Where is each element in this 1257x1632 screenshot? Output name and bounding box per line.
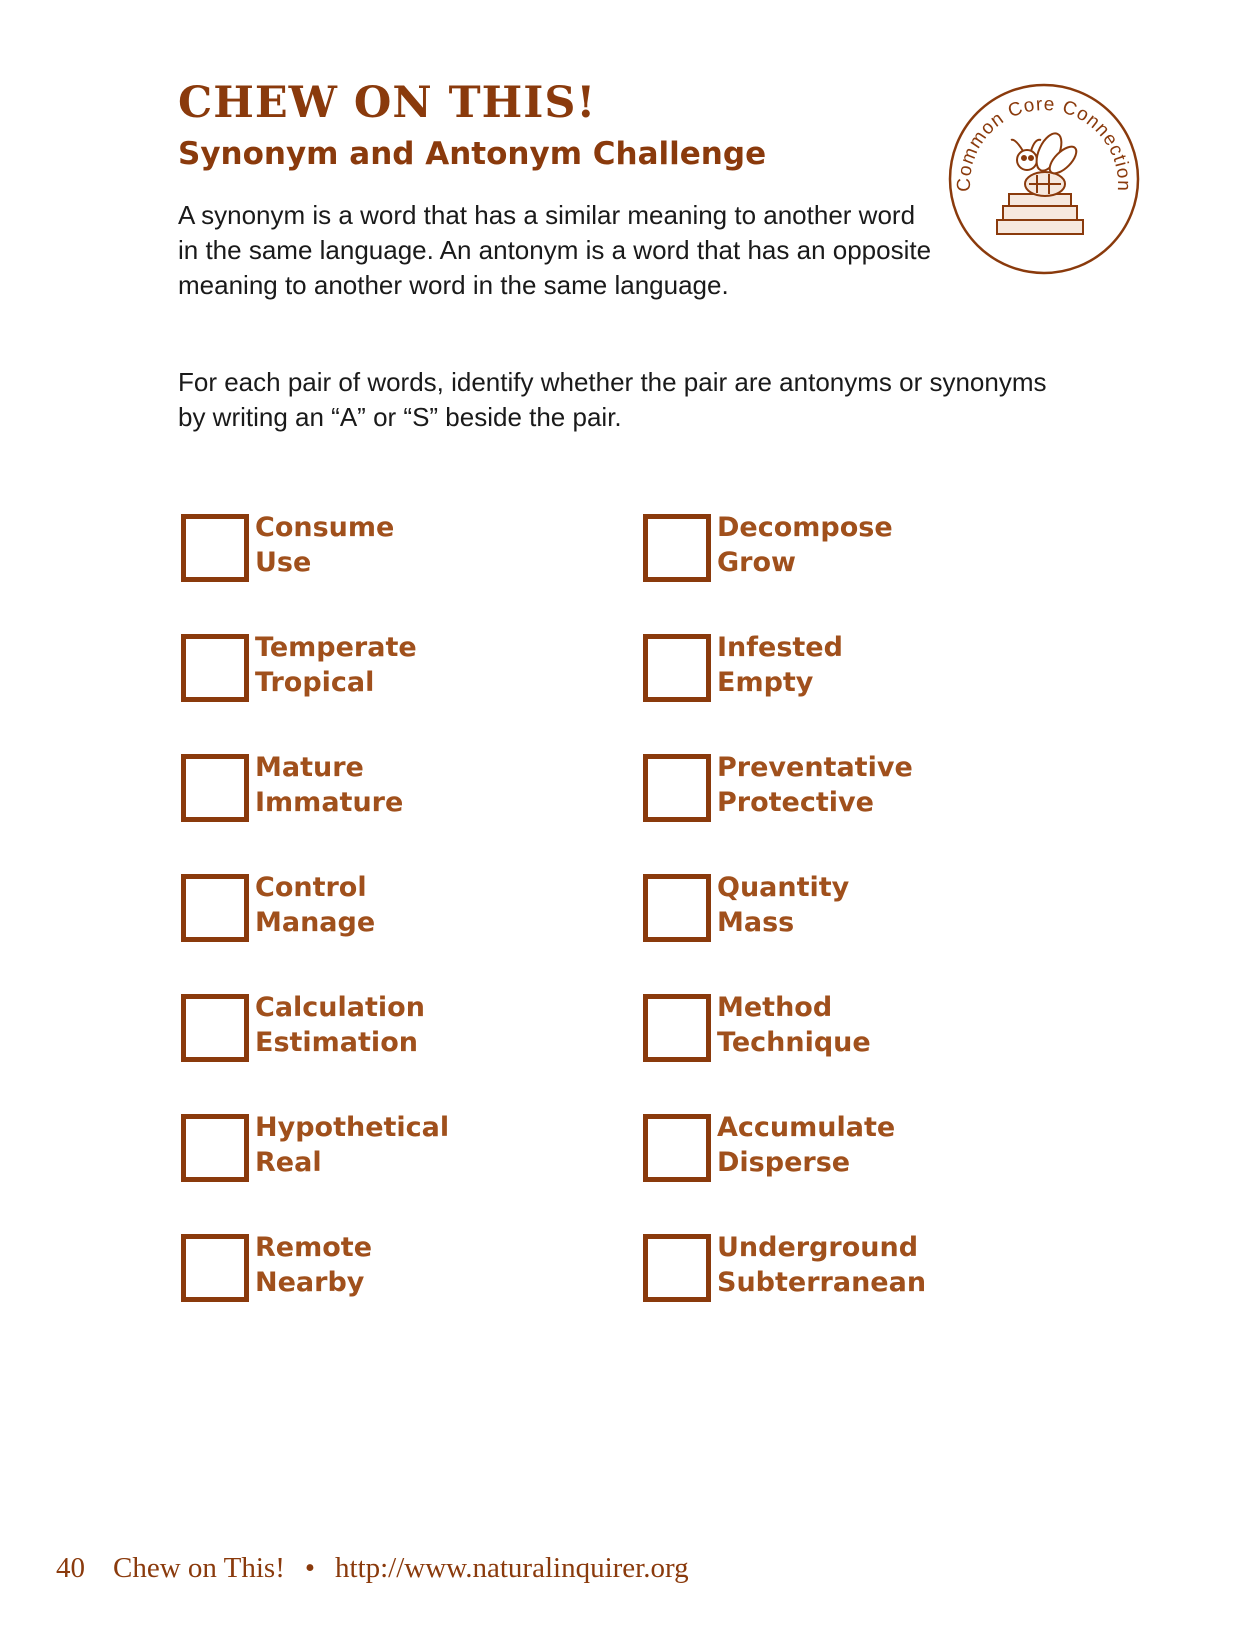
first-word: Method [717, 992, 833, 1023]
word-pair-text [255, 990, 425, 1060]
answer-box[interactable] [643, 754, 711, 822]
second-word: Tropical [255, 667, 375, 698]
first-word: Mature [255, 752, 364, 783]
word-pair [181, 514, 561, 586]
word-pair-text [255, 510, 394, 580]
second-word: Subterranean [717, 1267, 927, 1298]
answer-box[interactable] [643, 874, 711, 942]
word-pair [643, 754, 1023, 826]
answer-box[interactable] [181, 1114, 249, 1182]
instructions-paragraph: For each pair of words, identify whether the pair are antonyms or synonyms by writing an “A” or “S” beside the pair. [178, 367, 1047, 432]
word-pair [643, 1234, 1023, 1306]
second-word: Mass [717, 907, 795, 938]
second-word: Nearby [255, 1267, 365, 1298]
answer-box[interactable] [643, 1234, 711, 1302]
common-core-seal [945, 80, 1143, 278]
second-word: Disperse [717, 1147, 851, 1178]
second-word: Technique [717, 1027, 871, 1058]
first-word: Temperate [255, 632, 417, 663]
word-pair-text [255, 1110, 449, 1180]
publication-name: Chew on This! [113, 1552, 285, 1584]
word-pair-text [717, 990, 871, 1060]
first-word: Decompose [717, 512, 893, 543]
second-word: Immature [255, 787, 404, 818]
intro-paragraph: A synonym is a word that has a similar meaning to another word in the same language. An antonym is a word that has an opposite meaning to another word in the same language. [178, 200, 932, 300]
word-pair [181, 994, 561, 1066]
word-pair-text [255, 750, 403, 820]
first-word: Calculation [255, 992, 425, 1023]
word-pair-text [717, 1110, 895, 1180]
second-word: Protective [717, 787, 874, 818]
second-word: Empty [717, 667, 814, 698]
page-subtitle: Synonym and Antonym Challenge [178, 136, 767, 172]
first-word: Remote [255, 1232, 373, 1263]
word-pair [643, 514, 1023, 586]
word-pair [643, 1114, 1023, 1186]
first-word: Infested [717, 632, 843, 663]
first-word: Control [255, 872, 367, 903]
answer-box[interactable] [181, 994, 249, 1062]
word-pair-text [255, 1230, 372, 1300]
answer-box[interactable] [181, 874, 249, 942]
first-word: Consume [255, 512, 395, 543]
word-pair-text [717, 630, 843, 700]
word-pair-text [255, 630, 417, 700]
word-pair-text [717, 870, 849, 940]
answer-box[interactable] [181, 514, 249, 582]
answer-box[interactable] [643, 994, 711, 1062]
first-word: Accumulate [717, 1112, 896, 1143]
word-pair [643, 634, 1023, 706]
footer-separator: • [304, 1552, 316, 1584]
first-word: Hypothetical [255, 1112, 450, 1143]
word-pair [643, 994, 1023, 1066]
second-word: Grow [717, 547, 796, 578]
answer-box[interactable] [643, 634, 711, 702]
seal-graphic [945, 80, 1143, 278]
word-pair [643, 874, 1023, 946]
answer-box[interactable] [181, 634, 249, 702]
second-word: Manage [255, 907, 376, 938]
page-footer [56, 1552, 689, 1585]
answer-box[interactable] [643, 1114, 711, 1182]
answer-box[interactable] [181, 754, 249, 822]
word-pair-text [717, 1230, 926, 1300]
first-word: Underground [717, 1232, 919, 1263]
word-pair [181, 1234, 561, 1306]
answer-box[interactable] [181, 1234, 249, 1302]
first-word: Quantity [717, 872, 850, 903]
word-pair [181, 874, 561, 946]
word-pair [181, 634, 561, 706]
second-word: Use [255, 547, 312, 578]
word-pair-text [717, 750, 913, 820]
seal-text: Common Core Connection [953, 93, 1135, 193]
word-pair-text [717, 510, 893, 580]
answer-box[interactable] [643, 514, 711, 582]
page-number: 40 [56, 1552, 85, 1584]
word-pair [181, 754, 561, 826]
second-word: Real [255, 1147, 322, 1178]
bee-on-books-icon [997, 130, 1083, 234]
page-title: CHEW ON THIS! [178, 78, 597, 128]
first-word: Preventative [717, 752, 913, 783]
footer-url-link[interactable]: http://www.naturalinquirer.org [335, 1552, 689, 1584]
second-word: Estimation [255, 1027, 418, 1058]
word-pair [181, 1114, 561, 1186]
word-pair-text [255, 870, 375, 940]
